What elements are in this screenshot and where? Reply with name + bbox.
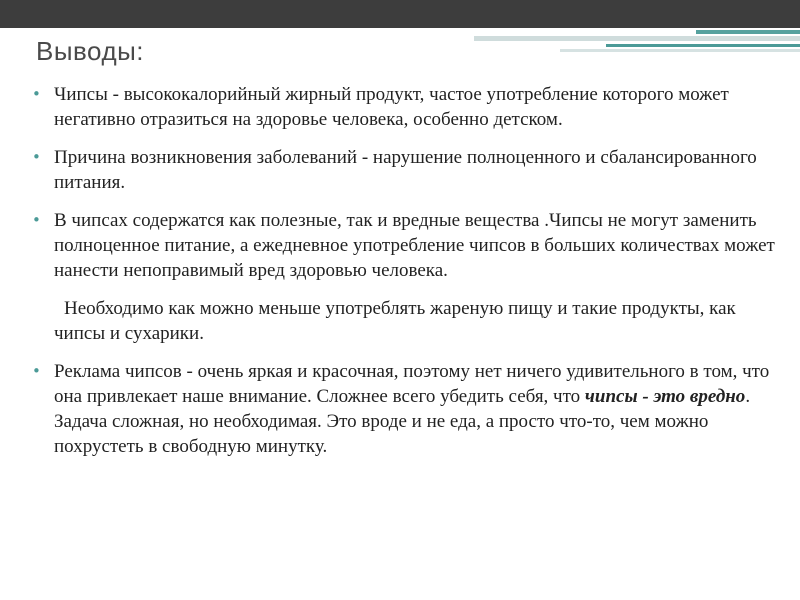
bullet-icon: • (32, 362, 41, 380)
list-item-text: Причина возникновения заболеваний - нарушение полноценного и сбалансированного питания. (54, 147, 757, 193)
top-decorative-bar (0, 0, 800, 28)
slide-title: Выводы: (36, 36, 145, 66)
list-item-text: В чипсах содержатся как полезные, так и вредные вещества .Чипсы не могут заменить полноценное питание, а ежедневное употребление чипсов в больших количествах может нанести непоправимый вред здоровью человека. (54, 210, 775, 281)
bullet-icon: • (32, 211, 41, 229)
emphasis-text: чипсы - это вредно (584, 386, 746, 407)
list-item-text-before: Реклама чипсов - очень яркая и красочная, поэтому нет ничего удивительного в том, что она привлекает наше внимание. Сложнее всего убедить себя, что (54, 361, 770, 407)
paragraph (30, 296, 775, 346)
bullet-icon: • (32, 148, 41, 166)
bullet-icon: • (32, 85, 41, 103)
list-item-text-after: . Задача сложная, но необходимая. Это вроде и не еда, а просто что-то, чем можно похрустеть в свободную минутку. (54, 386, 751, 457)
list-item (30, 359, 775, 459)
decorative-stripe (696, 30, 800, 34)
list-item (30, 145, 775, 195)
decorative-stripe (474, 36, 800, 41)
list-item (30, 82, 775, 132)
paragraph-text: Необходимо как можно меньше употреблять жареную пищу и такие продукты, как чипсы и сухарики. (54, 298, 736, 344)
decorative-stripe (560, 49, 800, 52)
decorative-stripe (606, 44, 800, 47)
list-item-text: Чипсы - высококалорийный жирный продукт, частое употребление которого может негативно отразиться на здоровье человека, особенно детском. (54, 84, 729, 130)
list-item (30, 208, 775, 283)
slide-content (30, 82, 775, 472)
